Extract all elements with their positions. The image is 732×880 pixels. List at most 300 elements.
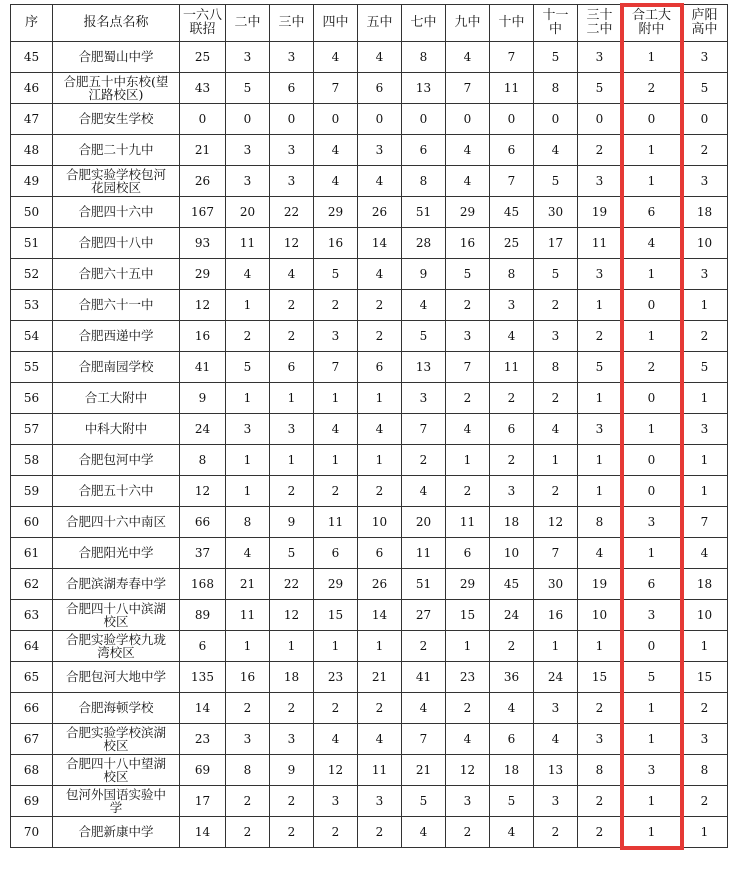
quota-cell: 2 — [270, 817, 314, 848]
quota-cell: 23 — [446, 662, 490, 693]
quota-cell: 1 — [314, 631, 358, 662]
quota-cell: 20 — [226, 197, 270, 228]
quota-cell: 1 — [534, 445, 578, 476]
column-header: 庐阳 高中 — [682, 5, 728, 42]
quota-cell: 1 — [622, 786, 682, 817]
quota-cell: 3 — [682, 42, 728, 73]
quota-cell: 5 — [270, 538, 314, 569]
quota-cell: 1 — [622, 724, 682, 755]
quota-cell: 2 — [490, 445, 534, 476]
quota-cell: 2 — [490, 383, 534, 414]
quota-cell: 0 — [490, 104, 534, 135]
quota-cell: 4 — [446, 414, 490, 445]
quota-cell: 2 — [314, 817, 358, 848]
quota-cell: 4 — [402, 290, 446, 321]
quota-cell: 16 — [534, 600, 578, 631]
quota-cell: 1 — [682, 476, 728, 507]
row-number: 49 — [11, 166, 53, 197]
quota-cell: 2 — [446, 693, 490, 724]
quota-cell: 8 — [226, 507, 270, 538]
quota-cell: 2 — [534, 817, 578, 848]
quota-cell: 2 — [682, 321, 728, 352]
quota-cell: 1 — [226, 631, 270, 662]
quota-cell: 8 — [402, 166, 446, 197]
quota-cell: 4 — [446, 166, 490, 197]
quota-cell: 4 — [314, 42, 358, 73]
quota-cell: 21 — [180, 135, 226, 166]
school-name: 中科大附中 — [53, 414, 180, 445]
quota-cell: 16 — [446, 228, 490, 259]
quota-cell: 4 — [446, 135, 490, 166]
quota-cell: 24 — [490, 600, 534, 631]
quota-cell: 26 — [180, 166, 226, 197]
quota-cell: 6 — [622, 197, 682, 228]
quota-cell: 4 — [358, 724, 402, 755]
quota-cell: 4 — [358, 42, 402, 73]
quota-cell: 4 — [358, 259, 402, 290]
quota-cell: 2 — [358, 290, 402, 321]
quota-cell: 0 — [578, 104, 622, 135]
quota-cell: 6 — [270, 73, 314, 104]
quota-cell: 15 — [314, 600, 358, 631]
school-name: 合肥四十八中 — [53, 228, 180, 259]
quota-cell: 1 — [682, 383, 728, 414]
row-number: 52 — [11, 259, 53, 290]
quota-cell: 1 — [226, 476, 270, 507]
quota-cell: 5 — [534, 259, 578, 290]
school-name: 合肥包河中学 — [53, 445, 180, 476]
quota-cell: 5 — [682, 352, 728, 383]
row-number: 54 — [11, 321, 53, 352]
quota-cell: 4 — [490, 693, 534, 724]
table-row — [11, 786, 728, 817]
quota-cell: 6 — [314, 538, 358, 569]
quota-cell: 0 — [446, 104, 490, 135]
quota-cell: 3 — [358, 786, 402, 817]
row-number: 60 — [11, 507, 53, 538]
row-number: 59 — [11, 476, 53, 507]
school-name: 合肥二十九中 — [53, 135, 180, 166]
quota-table — [10, 4, 728, 848]
table-row — [11, 383, 728, 414]
quota-cell: 12 — [446, 755, 490, 786]
quota-cell: 2 — [226, 786, 270, 817]
row-number: 47 — [11, 104, 53, 135]
quota-cell: 16 — [180, 321, 226, 352]
column-header: 十中 — [490, 5, 534, 42]
quota-cell: 2 — [446, 290, 490, 321]
quota-cell: 9 — [402, 259, 446, 290]
school-name: 合肥四十六中南区 — [53, 507, 180, 538]
quota-cell: 4 — [314, 724, 358, 755]
row-number: 62 — [11, 569, 53, 600]
row-number: 68 — [11, 755, 53, 786]
table-row — [11, 321, 728, 352]
quota-cell: 12 — [314, 755, 358, 786]
quota-cell: 6 — [358, 73, 402, 104]
school-name: 合肥实验学校包河 花园校区 — [53, 166, 180, 197]
column-header: 三中 — [270, 5, 314, 42]
quota-cell: 51 — [402, 197, 446, 228]
quota-cell: 2 — [446, 383, 490, 414]
quota-cell: 9 — [270, 755, 314, 786]
quota-cell: 2 — [682, 786, 728, 817]
quota-cell: 22 — [270, 197, 314, 228]
quota-cell: 3 — [578, 724, 622, 755]
row-number: 46 — [11, 73, 53, 104]
quota-cell: 0 — [180, 104, 226, 135]
quota-cell: 7 — [402, 414, 446, 445]
quota-cell: 69 — [180, 755, 226, 786]
quota-cell: 5 — [622, 662, 682, 693]
quota-cell: 28 — [402, 228, 446, 259]
quota-cell: 15 — [578, 662, 622, 693]
quota-cell: 3 — [578, 414, 622, 445]
row-number: 51 — [11, 228, 53, 259]
column-header: 五中 — [358, 5, 402, 42]
quota-cell: 11 — [490, 352, 534, 383]
quota-cell: 4 — [402, 817, 446, 848]
quota-cell: 135 — [180, 662, 226, 693]
quota-cell: 2 — [578, 786, 622, 817]
row-number: 53 — [11, 290, 53, 321]
quota-cell: 12 — [534, 507, 578, 538]
table-row — [11, 662, 728, 693]
column-header: 四中 — [314, 5, 358, 42]
quota-cell: 4 — [314, 166, 358, 197]
quota-cell: 25 — [180, 42, 226, 73]
quota-cell: 1 — [622, 817, 682, 848]
quota-cell: 30 — [534, 569, 578, 600]
quota-cell: 5 — [682, 73, 728, 104]
quota-cell: 22 — [270, 569, 314, 600]
quota-cell: 3 — [446, 321, 490, 352]
quota-cell: 4 — [358, 414, 402, 445]
quota-cell: 6 — [490, 724, 534, 755]
quota-cell: 3 — [578, 42, 622, 73]
table-row — [11, 259, 728, 290]
school-name: 合肥六十五中 — [53, 259, 180, 290]
quota-cell: 41 — [402, 662, 446, 693]
table-row — [11, 42, 728, 73]
school-name: 合肥实验学校滨湖 校区 — [53, 724, 180, 755]
table-row — [11, 631, 728, 662]
row-number: 70 — [11, 817, 53, 848]
quota-cell: 6 — [180, 631, 226, 662]
quota-cell: 4 — [622, 228, 682, 259]
quota-cell: 18 — [682, 569, 728, 600]
table-row — [11, 290, 728, 321]
quota-cell: 19 — [578, 569, 622, 600]
table-row — [11, 135, 728, 166]
quota-cell: 1 — [446, 445, 490, 476]
quota-cell: 3 — [314, 786, 358, 817]
quota-cell: 2 — [358, 817, 402, 848]
quota-cell: 7 — [490, 42, 534, 73]
quota-cell: 11 — [226, 228, 270, 259]
quota-cell: 26 — [358, 197, 402, 228]
quota-cell: 2 — [534, 383, 578, 414]
quota-cell: 21 — [226, 569, 270, 600]
table-row — [11, 476, 728, 507]
row-number: 58 — [11, 445, 53, 476]
quota-cell: 14 — [180, 693, 226, 724]
school-name: 合肥四十六中 — [53, 197, 180, 228]
quota-cell: 3 — [226, 42, 270, 73]
quota-cell: 3 — [622, 507, 682, 538]
quota-cell: 2 — [270, 786, 314, 817]
quota-cell: 11 — [314, 507, 358, 538]
quota-cell: 7 — [402, 724, 446, 755]
quota-cell: 20 — [402, 507, 446, 538]
quota-cell: 7 — [446, 352, 490, 383]
table-row — [11, 538, 728, 569]
row-number: 67 — [11, 724, 53, 755]
row-number: 55 — [11, 352, 53, 383]
row-number: 66 — [11, 693, 53, 724]
quota-cell: 45 — [490, 569, 534, 600]
quota-cell: 11 — [490, 73, 534, 104]
table-row — [11, 755, 728, 786]
column-header: 报名点名称 — [53, 5, 180, 42]
quota-cell: 8 — [578, 507, 622, 538]
quota-cell: 3 — [682, 259, 728, 290]
quota-cell: 3 — [682, 724, 728, 755]
quota-cell: 3 — [578, 166, 622, 197]
quota-cell: 4 — [358, 166, 402, 197]
quota-cell: 2 — [270, 693, 314, 724]
school-name: 包河外国语实验中 学 — [53, 786, 180, 817]
quota-cell: 4 — [402, 693, 446, 724]
quota-cell: 3 — [314, 321, 358, 352]
quota-cell: 168 — [180, 569, 226, 600]
quota-cell: 4 — [446, 42, 490, 73]
quota-cell: 11 — [226, 600, 270, 631]
quota-cell: 5 — [534, 166, 578, 197]
quota-cell: 13 — [534, 755, 578, 786]
quota-cell: 3 — [270, 166, 314, 197]
quota-cell: 29 — [180, 259, 226, 290]
quota-cell: 4 — [534, 724, 578, 755]
quota-cell: 3 — [534, 693, 578, 724]
quota-cell: 15 — [682, 662, 728, 693]
quota-cell: 3 — [490, 290, 534, 321]
quota-cell: 16 — [226, 662, 270, 693]
quota-cell: 11 — [358, 755, 402, 786]
row-number: 69 — [11, 786, 53, 817]
quota-cell: 3 — [270, 724, 314, 755]
quota-cell: 23 — [314, 662, 358, 693]
row-number: 48 — [11, 135, 53, 166]
quota-cell: 1 — [622, 538, 682, 569]
quota-cell: 1 — [358, 631, 402, 662]
quota-cell: 2 — [682, 693, 728, 724]
quota-cell: 8 — [534, 73, 578, 104]
quota-cell: 21 — [358, 662, 402, 693]
quota-cell: 2 — [314, 476, 358, 507]
row-number: 45 — [11, 42, 53, 73]
table-row — [11, 352, 728, 383]
quota-cell: 18 — [490, 755, 534, 786]
quota-cell: 18 — [490, 507, 534, 538]
quota-cell: 3 — [534, 786, 578, 817]
school-name: 合肥五十六中 — [53, 476, 180, 507]
quota-cell: 3 — [226, 166, 270, 197]
quota-cell: 24 — [534, 662, 578, 693]
quota-cell: 5 — [402, 786, 446, 817]
quota-cell: 11 — [578, 228, 622, 259]
quota-cell: 3 — [226, 135, 270, 166]
school-name: 合肥海顿学校 — [53, 693, 180, 724]
quota-cell: 0 — [534, 104, 578, 135]
quota-cell: 6 — [358, 352, 402, 383]
quota-cell: 12 — [180, 290, 226, 321]
school-name: 合肥包河大地中学 — [53, 662, 180, 693]
header-row — [11, 5, 728, 42]
quota-cell: 4 — [226, 538, 270, 569]
quota-cell: 66 — [180, 507, 226, 538]
quota-cell: 5 — [226, 352, 270, 383]
quota-cell: 1 — [314, 445, 358, 476]
quota-cell: 24 — [180, 414, 226, 445]
quota-cell: 3 — [446, 786, 490, 817]
school-name: 合肥蜀山中学 — [53, 42, 180, 73]
quota-cell: 8 — [226, 755, 270, 786]
quota-cell: 1 — [622, 166, 682, 197]
quota-cell: 11 — [402, 538, 446, 569]
quota-cell: 43 — [180, 73, 226, 104]
quota-cell: 2 — [226, 321, 270, 352]
quota-cell: 3 — [682, 166, 728, 197]
quota-cell: 6 — [490, 414, 534, 445]
quota-cell: 3 — [682, 414, 728, 445]
school-name: 合肥阳光中学 — [53, 538, 180, 569]
quota-cell: 41 — [180, 352, 226, 383]
table-row — [11, 817, 728, 848]
quota-cell: 1 — [578, 631, 622, 662]
quota-cell: 4 — [534, 414, 578, 445]
column-header: 三十 二中 — [578, 5, 622, 42]
school-name: 合肥南园学校 — [53, 352, 180, 383]
quota-cell: 51 — [402, 569, 446, 600]
row-number: 65 — [11, 662, 53, 693]
quota-cell: 29 — [314, 197, 358, 228]
quota-cell: 1 — [226, 290, 270, 321]
quota-cell: 29 — [446, 197, 490, 228]
quota-cell: 10 — [682, 228, 728, 259]
quota-cell: 2 — [446, 817, 490, 848]
quota-cell: 10 — [490, 538, 534, 569]
quota-cell: 3 — [270, 414, 314, 445]
quota-cell: 8 — [578, 755, 622, 786]
quota-cell: 29 — [314, 569, 358, 600]
quota-cell: 1 — [682, 631, 728, 662]
school-name: 合肥六十一中 — [53, 290, 180, 321]
quota-cell: 21 — [402, 755, 446, 786]
quota-cell: 18 — [682, 197, 728, 228]
quota-cell: 1 — [446, 631, 490, 662]
quota-cell: 3 — [226, 724, 270, 755]
quota-cell: 8 — [402, 42, 446, 73]
quota-cell: 1 — [682, 817, 728, 848]
quota-cell: 6 — [270, 352, 314, 383]
quota-cell: 0 — [622, 476, 682, 507]
quota-cell: 1 — [622, 135, 682, 166]
quota-cell: 3 — [402, 383, 446, 414]
quota-cell: 2 — [270, 321, 314, 352]
quota-cell: 1 — [358, 445, 402, 476]
quota-cell: 2 — [682, 135, 728, 166]
table-row — [11, 104, 728, 135]
quota-cell: 6 — [446, 538, 490, 569]
table-row — [11, 600, 728, 631]
quota-cell: 16 — [314, 228, 358, 259]
quota-cell: 2 — [226, 693, 270, 724]
quota-cell: 7 — [446, 73, 490, 104]
row-number: 57 — [11, 414, 53, 445]
school-name: 合肥五十中东校(望 江路校区) — [53, 73, 180, 104]
quota-cell: 3 — [534, 321, 578, 352]
school-name: 合肥新康中学 — [53, 817, 180, 848]
quota-cell: 4 — [314, 135, 358, 166]
quota-cell: 3 — [270, 42, 314, 73]
quota-cell: 0 — [622, 631, 682, 662]
quota-cell: 14 — [358, 228, 402, 259]
quota-cell: 0 — [270, 104, 314, 135]
table-row — [11, 414, 728, 445]
quota-cell: 2 — [358, 693, 402, 724]
quota-cell: 0 — [226, 104, 270, 135]
quota-cell: 1 — [622, 259, 682, 290]
quota-cell: 3 — [358, 135, 402, 166]
quota-cell: 2 — [534, 476, 578, 507]
quota-cell: 37 — [180, 538, 226, 569]
quota-cell: 167 — [180, 197, 226, 228]
column-header: 二中 — [226, 5, 270, 42]
quota-cell: 6 — [358, 538, 402, 569]
table-row — [11, 507, 728, 538]
table-row — [11, 693, 728, 724]
quota-cell: 4 — [402, 476, 446, 507]
table-body — [11, 42, 728, 848]
quota-cell: 2 — [270, 476, 314, 507]
quota-cell: 2 — [622, 73, 682, 104]
quota-cell: 17 — [534, 228, 578, 259]
quota-cell: 4 — [534, 135, 578, 166]
quota-cell: 1 — [622, 414, 682, 445]
quota-cell: 9 — [180, 383, 226, 414]
quota-cell: 7 — [682, 507, 728, 538]
quota-cell: 3 — [490, 476, 534, 507]
quota-cell: 2 — [578, 817, 622, 848]
quota-cell: 4 — [490, 321, 534, 352]
row-number: 63 — [11, 600, 53, 631]
table-row — [11, 166, 728, 197]
quota-cell: 27 — [402, 600, 446, 631]
quota-cell: 1 — [226, 445, 270, 476]
quota-cell: 1 — [682, 290, 728, 321]
quota-cell: 2 — [534, 290, 578, 321]
quota-cell: 36 — [490, 662, 534, 693]
quota-cell: 23 — [180, 724, 226, 755]
quota-cell: 6 — [490, 135, 534, 166]
table-row — [11, 73, 728, 104]
quota-cell: 1 — [578, 476, 622, 507]
quota-cell: 3 — [270, 135, 314, 166]
column-header: 合工大 附中 — [622, 5, 682, 42]
quota-cell: 7 — [490, 166, 534, 197]
quota-cell: 5 — [578, 352, 622, 383]
